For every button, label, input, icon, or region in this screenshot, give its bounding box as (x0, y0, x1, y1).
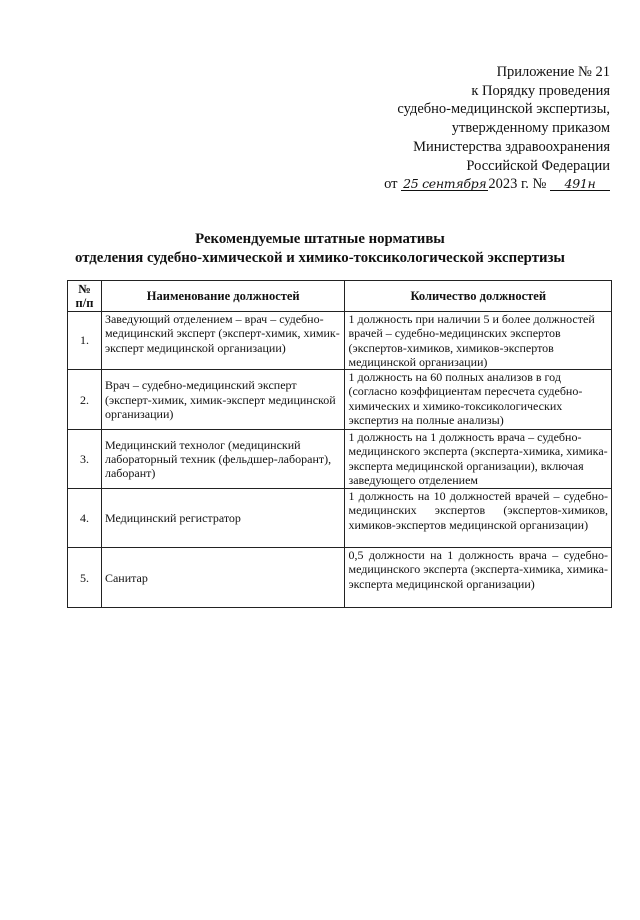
header-num: № п/п (68, 281, 102, 312)
staffing-table (67, 280, 612, 608)
appendix-line-1: Приложение № 21 (496, 64, 610, 80)
row-num: 3. (68, 430, 102, 489)
appendix-line-5: Министерства здравоохранения (413, 138, 610, 155)
handwritten-date: 25 сентября (403, 176, 487, 192)
date-year: 2023 г. № (488, 176, 547, 193)
handwritten-order-number: 491н (550, 177, 610, 191)
date-prefix: от (384, 176, 398, 193)
title-line-1: Рекомендуемые штатные нормативы (195, 231, 445, 247)
row-quantity: 1 должность при наличии 5 и более должностей врачей – судебно-медицинских экспертов (экспертов-химиков, химиков-экспертов медицинской организации) (345, 312, 612, 370)
table-row (68, 548, 612, 608)
row-quantity: 1 должность на 10 должностей врачей – судебно-медицинских экспертов (экспертов-химиков, химиков-экспертов медицинской организации) (345, 489, 612, 548)
row-position: Врач – судебно-медицинский эксперт (эксперт-химик, химик-эксперт медицинской организации) (101, 370, 345, 430)
table-row (68, 430, 612, 489)
row-num: 1. (68, 312, 102, 370)
row-num: 4. (68, 489, 102, 548)
header-position: Наименование должностей (101, 281, 345, 312)
header-quantity: Количество должностей (345, 281, 612, 312)
row-position: Санитар (101, 548, 345, 608)
row-position: Медицинский регистратор (101, 489, 345, 548)
appendix-line-4: утвержденному приказом (451, 120, 610, 137)
table-row (68, 489, 612, 548)
row-num: 2. (68, 370, 102, 430)
row-quantity: 0,5 должности на 1 должность врача – судебно-медицинского эксперта (эксперта-химика, химика-эксперта медицинской организации) (345, 548, 612, 608)
row-num: 5. (68, 548, 102, 608)
table-header-row (68, 281, 612, 312)
row-quantity: 1 должность на 60 полных анализов в год (согласно коэффициентам пересчета судебно-химических и химико-токсикологических экспертиз на полные анализы) (345, 370, 612, 430)
document-title (0, 230, 640, 267)
order-date-line (384, 175, 610, 194)
title-line-2: отделения судебно-химической и химико-токсикологической экспертизы (74, 249, 565, 266)
appendix-line-3: судебно-медицинской экспертизы, (397, 101, 610, 118)
appendix-line-6: Российской Федерации (466, 157, 610, 174)
table-row (68, 370, 612, 430)
table-row (68, 312, 612, 370)
row-quantity: 1 должность на 1 должность врача – судебно-медицинского эксперта (эксперта-химика, химика-эксперта медицинской организации), включая заведующего отделением (345, 430, 612, 489)
appendix-line-2: к Порядку проведения (471, 82, 610, 99)
row-position: Медицинский технолог (медицинский лабораторный техник (фельдшер-лаборант), лаборант) (101, 430, 345, 489)
appendix-header (384, 63, 610, 194)
row-position: Заведующий отделением – врач – судебно-медицинский эксперт (эксперт-химик, химик-эксперт медицинской организации) (101, 312, 345, 370)
